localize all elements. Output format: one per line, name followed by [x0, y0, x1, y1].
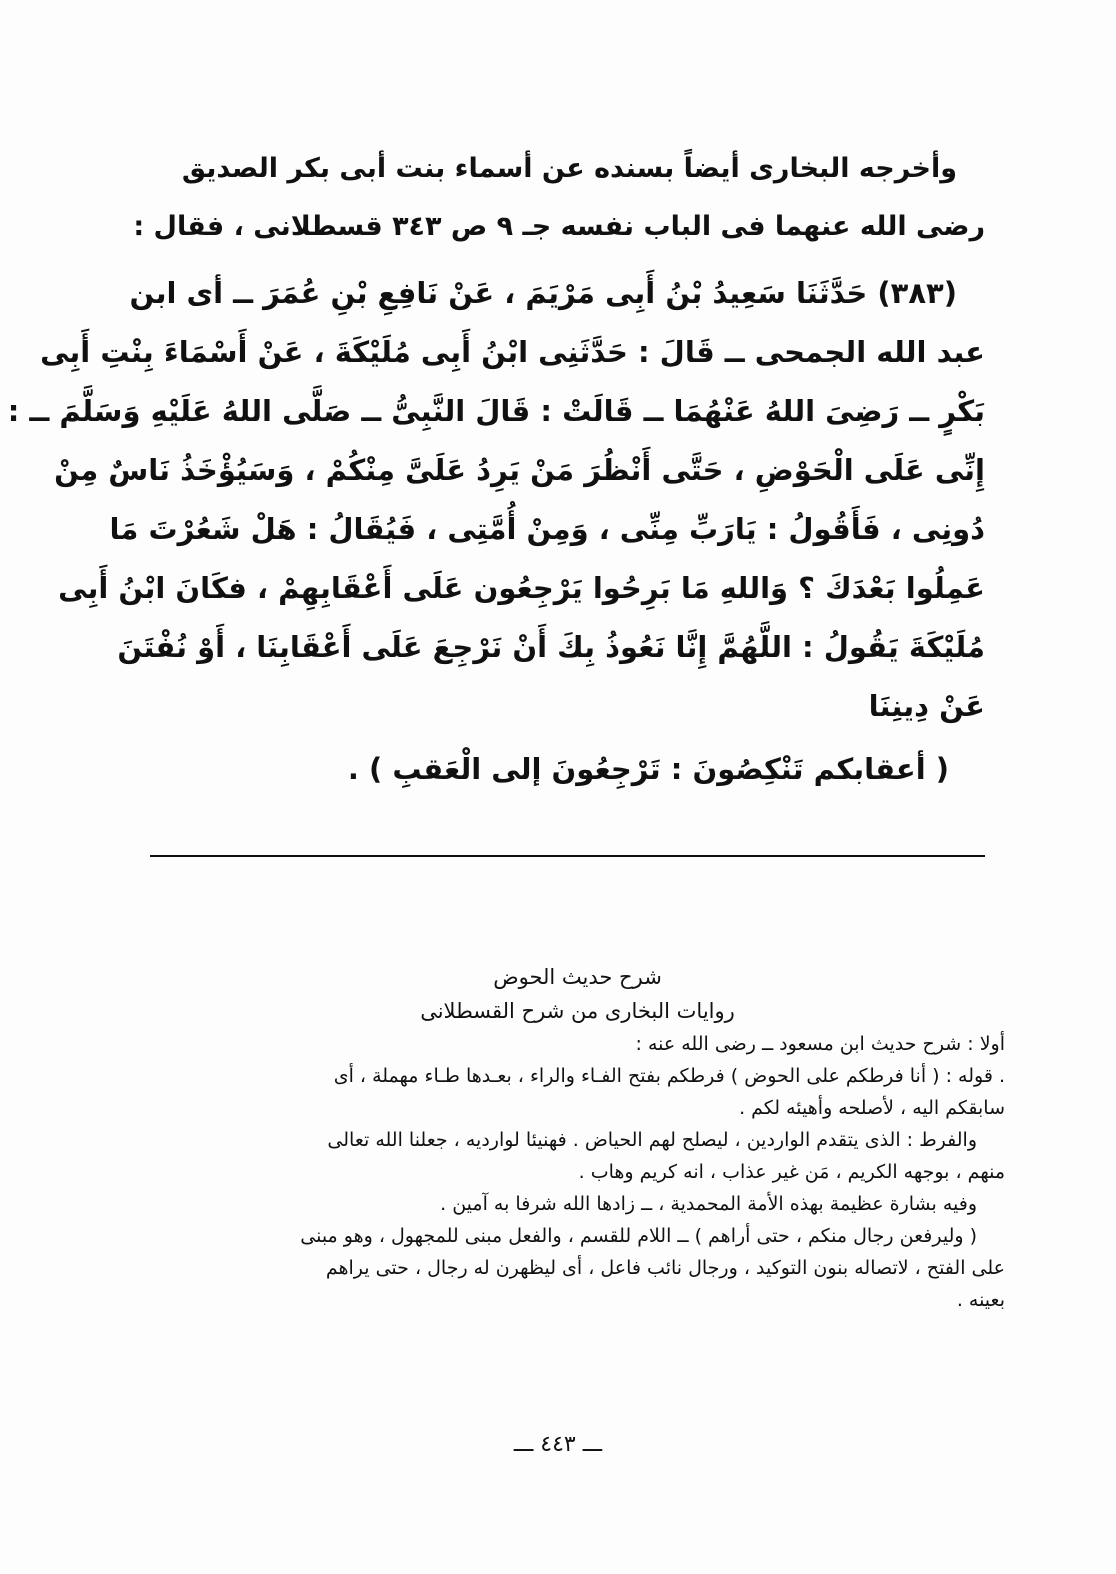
intro-paragraph: [133, 140, 985, 256]
intro-line: رضى الله عنهما فى الباب نفسه جـ ٩ ص ٣٤٣ قسطلانى ، فقال :: [133, 211, 985, 242]
hadith-line: عَنْ دِينِنَا: [868, 689, 985, 723]
commentary-line: منهم ، بوجهه الكريم ، مَن غير عذاب ، انه كريم وهاب .: [578, 1161, 1005, 1183]
commentary-subtitle: روايات البخارى من شرح القسطلانى: [420, 999, 735, 1023]
hadith-line: بَكْرٍ ــ رَضِىَ اللهُ عَنْهُمَا ــ قَالَتْ : قَالَ النَّبِىُّ ــ صَلَّى اللهُ عَلَيْهِ وَسَلَّمَ ــ :: [7, 394, 985, 428]
hadith-line: إِنِّى عَلَى الْحَوْضِ ، حَتَّى أَنْظُرَ مَنْ يَرِدُ عَلَىَّ مِنْكُمْ ، وَسَيُؤْخَذُ نَاسٌ مِنْ: [54, 453, 985, 487]
hadith-text: [7, 264, 985, 736]
section-divider: [150, 855, 985, 857]
hadith-line: دُونِى ، فَأَقُولُ : يَارَبِّ مِنِّى ، وَمِنْ أُمَّتِى ، فَيُقَالُ : هَلْ شَعُرْتَ مَا: [109, 512, 985, 546]
hadith-line: مُلَيْكَةَ يَقُولُ : اللَّهُمَّ إِنَّا نَعُوذُ بِكَ أَنْ نَرْجِعَ عَلَى أَعْقَابِنَا ، أَوْ نُفْتَنَ: [117, 630, 985, 664]
commentary-line: سابقكم اليه ، لأصلحه وأهيئه لكم .: [739, 1097, 1005, 1119]
hadith-line: عبد الله الجمحى ــ قَالَ : حَدَّثَنِى ابْنُ أَبِى مُلَيْكَةَ ، عَنْ أَسْمَاءَ بِنْتِ أَبِى: [40, 335, 985, 369]
commentary-section: [150, 960, 1005, 1316]
commentary-line: أولا : شرح حديث ابن مسعود ــ رضى الله عنه :: [635, 1033, 1005, 1055]
commentary-line: . قوله : ( أنا فرطكم على الحوض ) فرطكم بفتح الفـاء والراء ، بعـدها طـاء مهملة ، أى: [333, 1065, 1005, 1087]
word-gloss: ( أعقابكم تَنْكِصُونَ : تَرْجِعُونَ إلى الْعَقبِ ) .: [347, 752, 949, 786]
commentary-title: شرح حديث الحوض: [493, 965, 662, 989]
hadith-line: عَمِلُوا بَعْدَكَ ؟ وَاللهِ مَا بَرِحُوا يَرْجِعُون عَلَى أَعْقَابِهِمْ ، فكَانَ ابْنُ أَبِى: [58, 571, 985, 605]
commentary-line: والفرط : الذى يتقدم الواردين ، ليصلح لهم الحياض . فهنيئا لوارديه ، جعلنا الله تعالى: [327, 1129, 977, 1151]
page-number: ـــ ٤٤٣ ـــ: [513, 1432, 603, 1457]
commentary-line: ( وليرفعن رجال منكم ، حتى أراهم ) ــ اللام للقسم ، والفعل مبنى للمجهول ، وهو مبنى: [300, 1225, 977, 1247]
commentary-line: وفيه بشارة عظيمة بهذه الأمة المحمدية ، ــ زادها الله شرفا به آمين .: [440, 1193, 977, 1215]
intro-line: وأخرجه البخارى أيضاً بسنده عن أسماء بنت أبى بكر الصديق: [181, 153, 957, 184]
commentary-line: بعينه .: [956, 1289, 1005, 1311]
commentary-line: على الفتح ، لاتصاله بنون التوكيد ، ورجال نائب فاعل ، أى ليظهرن له رجال ، حتى يراهم: [325, 1257, 1005, 1279]
hadith-line: (٣٨٣) حَدَّثَنَا سَعِيدُ بْنُ أَبِى مَرْيَمَ ، عَنْ نَافِعِ بْنِ عُمَرَ ــ أى ابن: [129, 276, 957, 310]
hadith-section: [7, 140, 985, 800]
